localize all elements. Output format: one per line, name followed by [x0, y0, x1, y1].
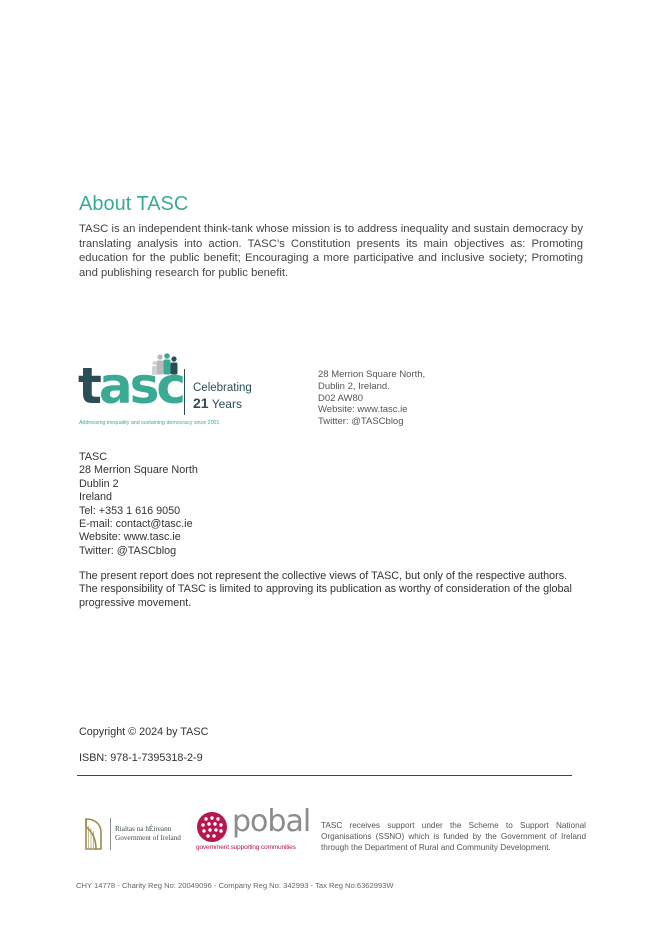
tasc-logo: [78, 353, 268, 433]
address-line: 28 Merrion Square North,: [318, 369, 426, 380]
support-statement: TASC receives support under the Scheme to Support National Organisations (SSNO) which is funded by the Government of Ireland through the Department of Rural and Community Development.: [321, 821, 586, 852]
contact-country: Ireland: [79, 491, 113, 504]
years-label: Years: [211, 397, 242, 411]
logo-divider: [184, 369, 185, 415]
about-heading: About TASC: [79, 193, 189, 215]
contact-twitter[interactable]: Twitter: @TASCblog: [79, 544, 177, 557]
harp-icon: [82, 817, 104, 851]
pobal-dots-icon: [195, 810, 229, 844]
contact-phone[interactable]: Tel: +353 1 616 9050: [79, 504, 181, 517]
logo-tagline: Addressing inequality and sustaining democracy since 2001: [79, 420, 220, 426]
address-line: D02 AW80: [318, 392, 364, 404]
contact-block: [79, 451, 198, 558]
pobal-tagline: government supporting communities: [196, 844, 296, 851]
logo-years: [193, 395, 242, 411]
about-body: TASC is an independent think-tank whose mission is to address inequality and sustain democracy by translating analysis into action. TASC’s Constitution presents its main objectives as: Promoting education for the public benefit; Encouraging a more participative and inclusive society; Promoting and publishing research for public benefit.: [79, 223, 583, 279]
pobal-wordmark: pobal: [232, 804, 311, 839]
address-website[interactable]: Website: www.tasc.ie: [318, 404, 408, 416]
gov-divider: [110, 818, 111, 850]
wordmark-t: t: [78, 357, 99, 415]
tasc-wordmark: [78, 359, 183, 413]
divider-rule: [77, 775, 572, 776]
logo-celebrating: Celebrating: [193, 382, 252, 394]
contact-website[interactable]: Website: www.tasc.ie: [79, 531, 181, 544]
contact-street: 28 Merrion Square North: [79, 464, 198, 477]
wordmark-asc: asc: [98, 357, 184, 415]
contact-city: Dublin 2: [79, 477, 119, 490]
years-number: 21: [193, 395, 209, 411]
gov-name-irish: Rialtas na hÉireann: [115, 825, 172, 833]
copyright: Copyright © 2024 by TASC: [79, 726, 209, 738]
charity-registration-line: CHY 14778 - Charity Reg No: 20049096 - Company Reg No: 342993 - Tax Reg No:6362993W: [76, 881, 394, 890]
contact-org: TASC: [79, 451, 107, 463]
disclaimer: The present report does not represent the collective views of TASC, but only of the respective authors. The responsibility of TASC is limited to approving its publication as worthy of consideration of the global progressive movement.: [79, 570, 572, 609]
pobal-logo: [195, 804, 311, 856]
gov-name-english: Government of Ireland: [115, 834, 181, 842]
address-block-right: [318, 369, 425, 428]
address-line: Dublin 2, Ireland.: [318, 380, 390, 392]
isbn: ISBN: 978-1-7395318-2-9: [79, 752, 203, 764]
address-twitter[interactable]: Twitter: @TASCblog: [318, 416, 404, 428]
contact-email[interactable]: E-mail: contact@tasc.ie: [79, 518, 193, 531]
government-of-ireland-logo: [82, 815, 187, 853]
